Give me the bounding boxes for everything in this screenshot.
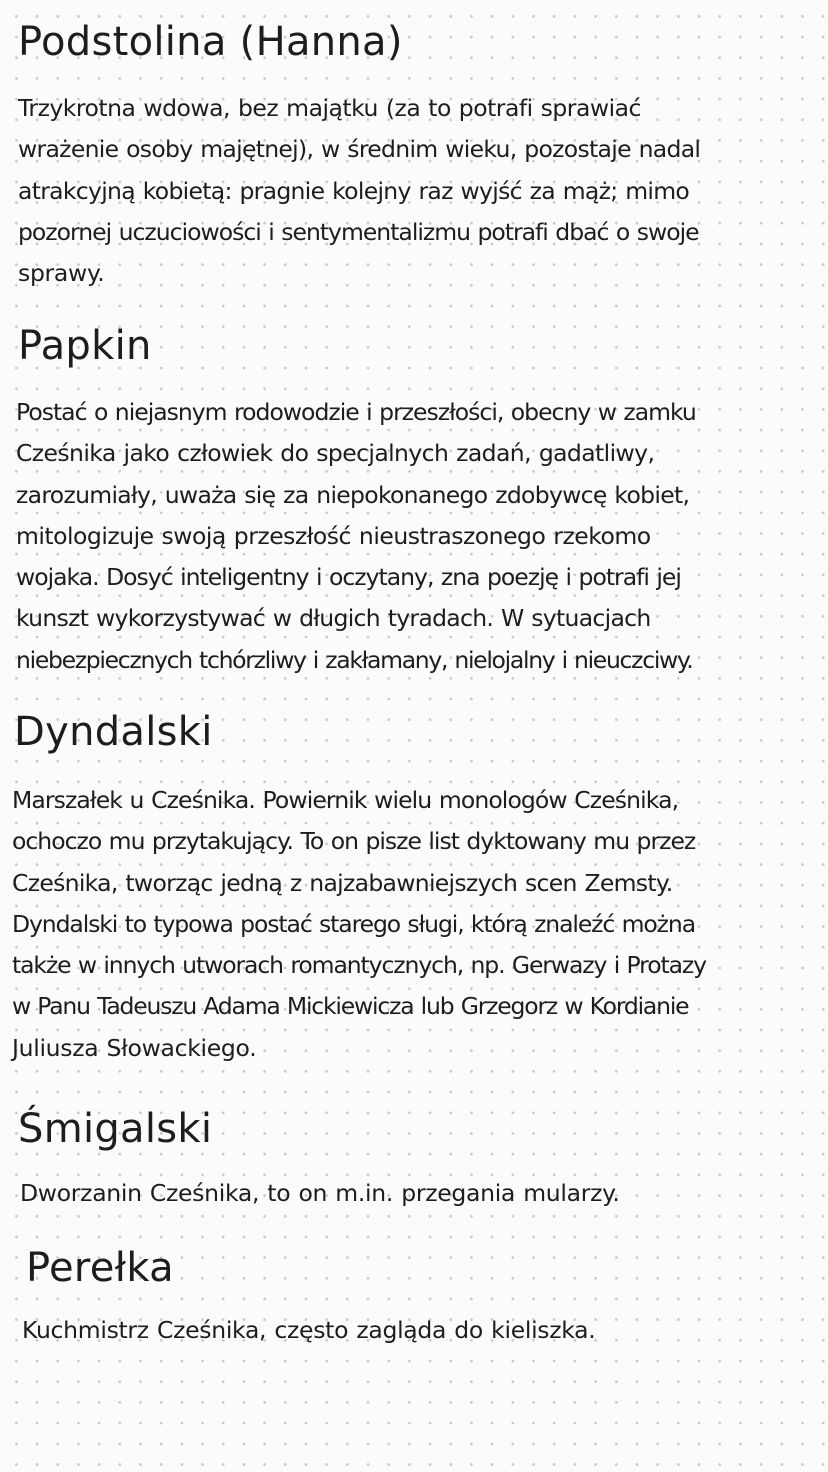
character-title: Perełka (26, 1245, 174, 1291)
description-line: Juliusza Słowackiego. (12, 1033, 257, 1062)
description-line: Cześnika, tworząc jedną z najzabawniejszych scen Zemsty. (12, 868, 673, 897)
description-line: kunszt wykorzystywać w długich tyradach. W sytuacjach (16, 604, 651, 633)
description-line: ochoczo mu przytakujący. To on pisze list dyktowany mu przez (12, 827, 696, 856)
description-line: Trzykrotna wdowa, bez majątku (za to potrafi sprawiać (18, 94, 641, 122)
description-line: Kuchmistrz Cześnika, często zagląda do kieliszka. (22, 1316, 596, 1344)
description-line: atrakcyjną kobietą: pragnie kolejny raz wyjść za mąż; mimo (18, 176, 690, 205)
description-line: niebezpiecznych tchórzliwy i zakłamany, nielojalny i nieuczciwy. (16, 645, 693, 674)
character-description (20, 1173, 828, 1214)
description-line: Postać o niejasnym rodowodzie i przeszłości, obecny w zamku (16, 398, 696, 426)
description-line: także w innych utworach romantycznych, np. Gerwazy i Protazy (12, 951, 706, 980)
description-line: sprawy. (18, 259, 105, 288)
character-title: Podstolina (Hanna) (18, 19, 403, 65)
description-line: Dworzanin Cześnika, to on m.in. przegania mularzy. (20, 1179, 620, 1207)
character-section-dyndalski (0, 708, 828, 1069)
character-description (16, 392, 828, 681)
description-line: wrażenie osoby majętnej), w średnim wieku, pozostaje nadal (18, 135, 701, 164)
character-description (22, 1310, 828, 1351)
character-description (18, 88, 828, 294)
character-section-smigalski (0, 1105, 828, 1214)
description-line: pozornej uczuciowości i sentymentalizmu potrafi dbać o swoje (18, 217, 699, 246)
character-section-perelka (0, 1244, 828, 1351)
character-section-papkin (0, 322, 828, 681)
description-line: w Panu Tadeuszu Adama Mickiewicza lub Grzegorz w Kordianie (12, 992, 689, 1021)
character-title: Dyndalski (14, 709, 213, 755)
description-line: wojaka. Dosyć inteligentny i oczytany, zna poezję i potrafi jej (16, 563, 681, 592)
description-line: Marszałek u Cześnika. Powiernik wielu monologów Cześnika, (12, 786, 679, 814)
character-section-podstolina (0, 18, 828, 294)
description-line: Cześnika jako człowiek do specjalnych zadań, gadatliwy, (16, 439, 655, 468)
description-line: mitologizuje swoją przeszłość nieustraszonego rzekomo (16, 521, 651, 550)
description-line: zarozumiały, uważa się za niepokonanego zdobywcę kobiet, (16, 480, 690, 509)
description-line: Dyndalski to typowa postać starego sługi, którą znaleźć można (12, 909, 696, 938)
character-title: Papkin (18, 323, 152, 369)
character-description (12, 780, 828, 1069)
character-title: Śmigalski (18, 1106, 213, 1152)
